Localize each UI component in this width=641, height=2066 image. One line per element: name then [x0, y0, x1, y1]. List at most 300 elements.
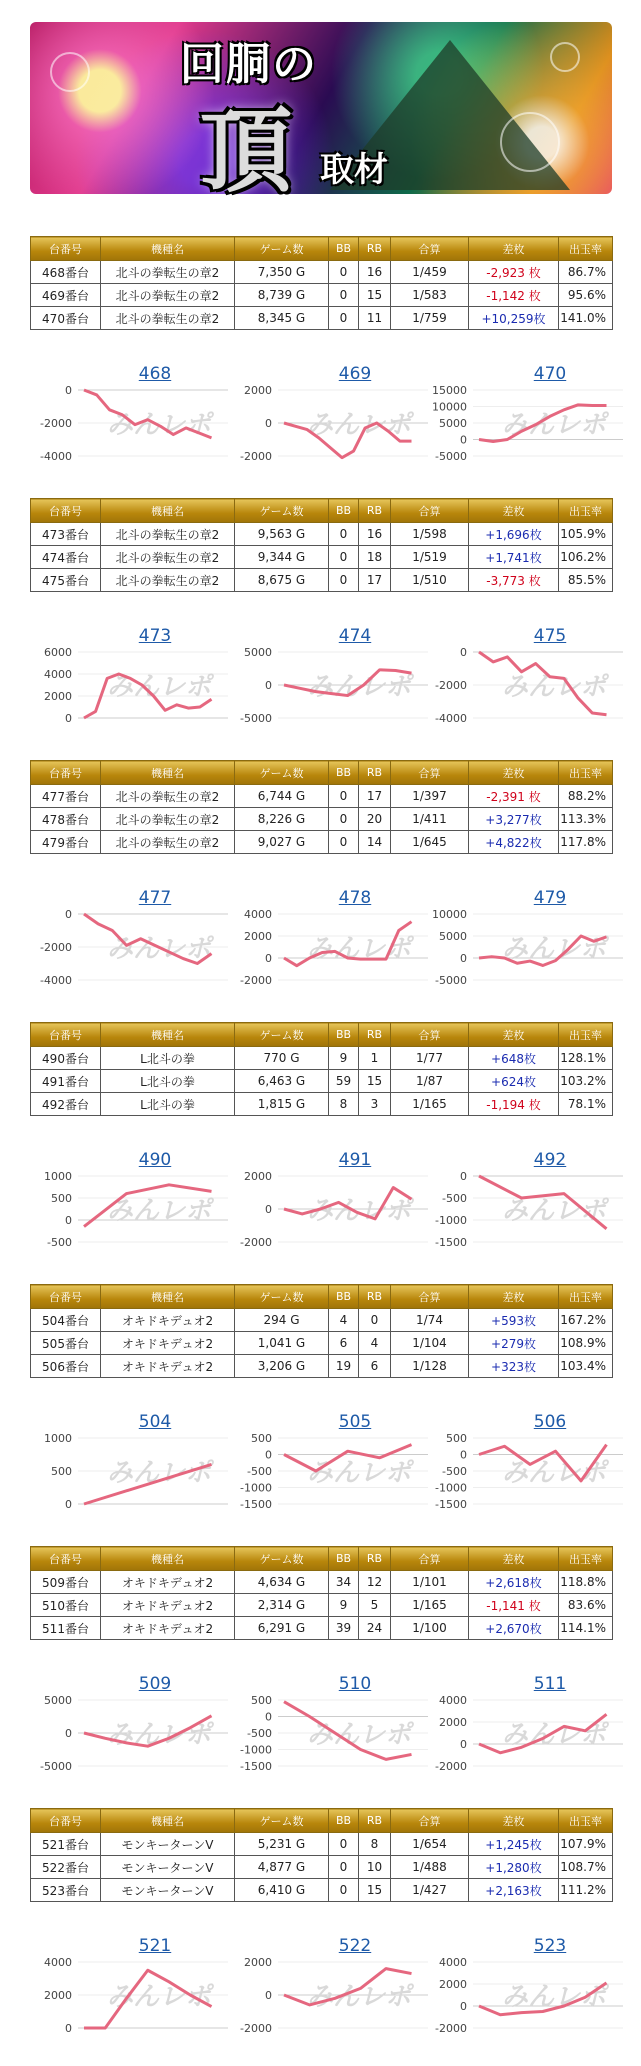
regular-bonus-count: 15	[359, 1070, 391, 1093]
banner-title: 回胴の	[180, 39, 318, 90]
chart-title-link[interactable]: 511	[533, 1674, 567, 1694]
machine-name: 北斗の拳転生の章2	[101, 569, 235, 592]
coin-difference: +2,618枚	[469, 1571, 559, 1594]
chart-title-link[interactable]: 479	[533, 888, 567, 908]
combined-rate: 1/583	[391, 284, 469, 307]
machine-number: 511番台	[31, 1617, 101, 1640]
banner-main-kanji: 頂	[200, 97, 293, 205]
game-count: 1,041 G	[235, 1332, 329, 1355]
machine-data-table	[30, 1546, 613, 1640]
machine-name: オキドキデュオ2	[101, 1594, 235, 1617]
column-header: 台番号	[31, 237, 101, 261]
banner-bubble	[500, 112, 560, 172]
column-header: ゲーム数	[235, 499, 329, 523]
machine-number: 504番台	[31, 1309, 101, 1332]
game-count: 6,463 G	[235, 1070, 329, 1093]
machine-name: オキドキデュオ2	[101, 1571, 235, 1594]
chart-title-link[interactable]: 468	[138, 364, 172, 384]
payout-rate: 83.6%	[559, 1594, 613, 1617]
big-bonus-count: 0	[329, 785, 359, 808]
y-tick-label: -4000	[40, 450, 72, 463]
machine-number: 505番台	[31, 1332, 101, 1355]
coin-difference: -1,142 枚	[469, 284, 559, 307]
column-header: RB	[359, 761, 391, 785]
table-header-row	[31, 237, 613, 261]
machine-name: 北斗の拳転生の章2	[101, 546, 235, 569]
banner-bubble	[50, 52, 90, 92]
coin-difference: -2,923 枚	[469, 261, 559, 284]
chart-plot	[30, 888, 235, 1018]
watermark-logo: みんレポ	[306, 410, 412, 440]
chart-plot	[30, 1674, 235, 1804]
chart-title-link[interactable]: 470	[533, 364, 567, 384]
chart-title-link[interactable]: 510	[338, 1674, 372, 1694]
game-count: 4,877 G	[235, 1856, 329, 1879]
y-tick-label: 500	[446, 1432, 467, 1445]
chart-plot	[230, 888, 435, 1018]
game-count: 6,744 G	[235, 785, 329, 808]
combined-rate: 1/100	[391, 1617, 469, 1640]
coin-difference: +323枚	[469, 1355, 559, 1378]
y-tick-label: -5000	[435, 974, 467, 987]
regular-bonus-count: 17	[359, 785, 391, 808]
payout-rate: 86.7%	[559, 261, 613, 284]
chart-plot	[30, 364, 235, 494]
chart-plot	[230, 626, 435, 756]
regular-bonus-count: 4	[359, 1332, 391, 1355]
chart-plot	[425, 364, 630, 494]
coin-difference: +10,259枚	[469, 307, 559, 330]
watermark-logo: みんレポ	[106, 1196, 212, 1226]
watermark-logo: みんレポ	[106, 1982, 212, 2012]
chart-title-link[interactable]: 473	[138, 626, 172, 646]
watermark-logo: みんレポ	[306, 1458, 412, 1488]
chart-title-link[interactable]: 521	[138, 1936, 172, 1956]
coin-difference-chart	[230, 364, 430, 494]
y-tick-label: 2000	[44, 1989, 72, 2002]
watermark-logo: みんレポ	[106, 1720, 212, 1750]
machine-number: 510番台	[31, 1594, 101, 1617]
column-header: ゲーム数	[235, 1023, 329, 1047]
watermark-logo: みんレポ	[106, 410, 212, 440]
y-tick-label: 2000	[244, 1170, 272, 1183]
table-header-row	[31, 1547, 613, 1571]
y-tick-label: 500	[51, 1192, 72, 1205]
combined-rate: 1/397	[391, 785, 469, 808]
big-bonus-count: 0	[329, 808, 359, 831]
column-header: 出玉率	[559, 1809, 613, 1833]
column-header: 出玉率	[559, 1285, 613, 1309]
y-tick-label: 5000	[44, 1694, 72, 1707]
game-count: 8,675 G	[235, 569, 329, 592]
regular-bonus-count: 3	[359, 1093, 391, 1116]
column-header: BB	[329, 1547, 359, 1571]
payout-rate: 85.5%	[559, 569, 613, 592]
column-header: 合算	[391, 1285, 469, 1309]
chart-title-link[interactable]: 469	[338, 364, 372, 384]
machine-number: 491番台	[31, 1070, 101, 1093]
watermark-logo: みんレポ	[306, 672, 412, 702]
column-header: RB	[359, 499, 391, 523]
column-header: 合算	[391, 761, 469, 785]
payout-rate: 95.6%	[559, 284, 613, 307]
y-tick-label: -1000	[240, 1743, 272, 1757]
combined-rate: 1/165	[391, 1093, 469, 1116]
banner-bubble	[550, 42, 580, 72]
payout-rate: 107.9%	[559, 1833, 613, 1856]
chart-plot	[425, 1150, 630, 1280]
machine-data-table	[30, 236, 613, 330]
big-bonus-count: 9	[329, 1047, 359, 1070]
column-header: 機種名	[101, 1023, 235, 1047]
regular-bonus-count: 12	[359, 1571, 391, 1594]
machine-name: L北斗の拳	[101, 1070, 235, 1093]
watermark-logo: みんレポ	[501, 410, 607, 440]
machine-number: 479番台	[31, 831, 101, 854]
coin-difference-chart	[230, 626, 430, 756]
big-bonus-count: 0	[329, 1833, 359, 1856]
table-row	[31, 1833, 613, 1856]
watermark-logo: みんレポ	[306, 934, 412, 964]
y-tick-label: -500	[442, 1465, 467, 1478]
table-row	[31, 1309, 613, 1332]
coin-difference: -3,773 枚	[469, 569, 559, 592]
game-count: 3,206 G	[235, 1355, 329, 1378]
y-tick-label: -2000	[240, 974, 272, 987]
chart-title-link[interactable]: 509	[138, 1674, 172, 1694]
machine-name: オキドキデュオ2	[101, 1617, 235, 1640]
chart-plot	[425, 1936, 630, 2066]
payout-rate: 128.1%	[559, 1047, 613, 1070]
regular-bonus-count: 6	[359, 1355, 391, 1378]
y-tick-label: 4000	[244, 908, 272, 921]
big-bonus-count: 19	[329, 1355, 359, 1378]
big-bonus-count: 0	[329, 569, 359, 592]
coin-difference: +1,696枚	[469, 523, 559, 546]
machine-name: オキドキデュオ2	[101, 1309, 235, 1332]
column-header: 台番号	[31, 499, 101, 523]
coin-difference: +279枚	[469, 1332, 559, 1355]
y-tick-label: 4000	[439, 1694, 467, 1707]
machine-number: 492番台	[31, 1093, 101, 1116]
y-tick-label: -2000	[435, 679, 467, 692]
combined-rate: 1/759	[391, 307, 469, 330]
machine-number: 523番台	[31, 1879, 101, 1902]
coin-difference-chart	[230, 888, 430, 1018]
chart-title-link[interactable]: 505	[338, 1412, 372, 1432]
table-row	[31, 1332, 613, 1355]
coin-difference-chart	[30, 1936, 230, 2066]
y-tick-label: -2000	[40, 941, 72, 954]
coin-difference: +2,163枚	[469, 1879, 559, 1902]
table-row	[31, 307, 613, 330]
table-row	[31, 1571, 613, 1594]
y-tick-label: -500	[247, 1465, 272, 1478]
big-bonus-count: 4	[329, 1309, 359, 1332]
regular-bonus-count: 16	[359, 523, 391, 546]
machine-name: モンキーターンV	[101, 1833, 235, 1856]
y-tick-label: 0	[265, 1710, 272, 1724]
column-header: RB	[359, 1809, 391, 1833]
table-row	[31, 1879, 613, 1902]
y-tick-label: 0	[265, 952, 272, 965]
y-tick-label: 0	[65, 908, 72, 921]
y-tick-label: -1500	[240, 1760, 272, 1773]
machine-number: 477番台	[31, 785, 101, 808]
column-header: ゲーム数	[235, 761, 329, 785]
combined-rate: 1/645	[391, 831, 469, 854]
column-header: 出玉率	[559, 237, 613, 261]
banner-reading: いただき	[258, 203, 290, 212]
big-bonus-count: 0	[329, 1856, 359, 1879]
y-tick-label: 5000	[244, 646, 272, 659]
machine-name: 北斗の拳転生の章2	[101, 808, 235, 831]
chart-title-link[interactable]: 478	[338, 888, 372, 908]
column-header: 機種名	[101, 1809, 235, 1833]
chart-title-link[interactable]: 523	[533, 1936, 567, 1956]
column-header: 機種名	[101, 237, 235, 261]
machine-number: 475番台	[31, 569, 101, 592]
column-header: 台番号	[31, 1023, 101, 1047]
regular-bonus-count: 8	[359, 1833, 391, 1856]
coin-difference-chart	[425, 1412, 625, 1542]
y-tick-label: 0	[65, 1727, 72, 1740]
column-header: BB	[329, 761, 359, 785]
column-header: ゲーム数	[235, 1809, 329, 1833]
payout-rate: 141.0%	[559, 307, 613, 330]
y-tick-label: 0	[460, 1448, 467, 1462]
y-tick-label: 0	[460, 2000, 467, 2013]
machine-name: モンキーターンV	[101, 1856, 235, 1879]
table-row	[31, 808, 613, 831]
column-header: 差枚	[469, 761, 559, 785]
machine-name: モンキーターンV	[101, 1879, 235, 1902]
payout-rate: 113.3%	[559, 808, 613, 831]
table-row	[31, 523, 613, 546]
regular-bonus-count: 11	[359, 307, 391, 330]
machine-name: 北斗の拳転生の章2	[101, 261, 235, 284]
machine-name: 北斗の拳転生の章2	[101, 785, 235, 808]
y-tick-label: -500	[247, 1727, 272, 1740]
y-tick-label: -5000	[435, 450, 467, 463]
payout-rate: 118.8%	[559, 1571, 613, 1594]
big-bonus-count: 6	[329, 1332, 359, 1355]
game-count: 4,634 G	[235, 1571, 329, 1594]
banner-subtitle: 取材	[320, 150, 388, 190]
combined-rate: 1/510	[391, 569, 469, 592]
column-header: 差枚	[469, 237, 559, 261]
game-count: 5,231 G	[235, 1833, 329, 1856]
payout-rate: 103.2%	[559, 1070, 613, 1093]
y-tick-label: 0	[265, 679, 272, 692]
coin-difference-chart	[230, 1150, 430, 1280]
y-tick-label: -1500	[435, 1498, 467, 1511]
y-tick-label: 2000	[244, 930, 272, 943]
table-header-row	[31, 1809, 613, 1833]
table-header-row	[31, 499, 613, 523]
machine-number: 522番台	[31, 1856, 101, 1879]
y-tick-label: -2000	[240, 450, 272, 463]
regular-bonus-count: 24	[359, 1617, 391, 1640]
combined-rate: 1/598	[391, 523, 469, 546]
table-row	[31, 261, 613, 284]
y-tick-label: 0	[460, 433, 467, 447]
chart-plot	[230, 1412, 435, 1542]
coin-difference-chart	[30, 1674, 230, 1804]
big-bonus-count: 0	[329, 523, 359, 546]
y-tick-label: -4000	[40, 974, 72, 987]
big-bonus-count: 0	[329, 284, 359, 307]
table-row	[31, 1594, 613, 1617]
chart-title-link[interactable]: 492	[533, 1150, 567, 1170]
big-bonus-count: 59	[329, 1070, 359, 1093]
table-row	[31, 284, 613, 307]
chart-plot	[230, 1674, 435, 1804]
chart-title-link[interactable]: 475	[533, 626, 567, 646]
chart-title-link[interactable]: 504	[138, 1412, 172, 1432]
combined-rate: 1/459	[391, 261, 469, 284]
game-count: 9,563 G	[235, 523, 329, 546]
big-bonus-count: 34	[329, 1571, 359, 1594]
game-count: 770 G	[235, 1047, 329, 1070]
regular-bonus-count: 0	[359, 1309, 391, 1332]
column-header: 機種名	[101, 499, 235, 523]
machine-name: 北斗の拳転生の章2	[101, 831, 235, 854]
big-bonus-count: 0	[329, 831, 359, 854]
y-tick-label: 1000	[44, 1432, 72, 1445]
y-tick-label: 0	[265, 1203, 272, 1216]
y-tick-label: -500	[442, 1192, 467, 1205]
regular-bonus-count: 15	[359, 1879, 391, 1902]
watermark-logo: みんレポ	[501, 1196, 607, 1226]
combined-rate: 1/654	[391, 1833, 469, 1856]
y-tick-label: 0	[65, 2022, 72, 2035]
regular-bonus-count: 17	[359, 569, 391, 592]
combined-rate: 1/488	[391, 1856, 469, 1879]
chart-title-link[interactable]: 491	[338, 1150, 372, 1170]
column-header: 合算	[391, 1023, 469, 1047]
y-tick-label: -5000	[40, 1760, 72, 1773]
y-tick-label: 500	[251, 1432, 272, 1445]
column-header: 出玉率	[559, 1023, 613, 1047]
column-header: RB	[359, 237, 391, 261]
coin-difference: +1,741枚	[469, 546, 559, 569]
coin-difference-chart	[425, 888, 625, 1018]
coin-difference-chart	[425, 626, 625, 756]
combined-rate: 1/128	[391, 1355, 469, 1378]
y-tick-label: 2000	[439, 1978, 467, 1991]
y-tick-label: -2000	[435, 2022, 467, 2035]
watermark-logo: みんレポ	[501, 934, 607, 964]
game-count: 9,027 G	[235, 831, 329, 854]
table-row	[31, 831, 613, 854]
big-bonus-count: 39	[329, 1617, 359, 1640]
machine-number: 473番台	[31, 523, 101, 546]
regular-bonus-count: 18	[359, 546, 391, 569]
column-header: 台番号	[31, 1809, 101, 1833]
table-row	[31, 546, 613, 569]
table-row	[31, 1617, 613, 1640]
machine-name: L北斗の拳	[101, 1047, 235, 1070]
combined-rate: 1/427	[391, 1879, 469, 1902]
table-row	[31, 1355, 613, 1378]
y-tick-label: 0	[65, 1498, 72, 1511]
y-tick-label: -2000	[240, 1236, 272, 1249]
y-tick-label: 0	[65, 384, 72, 397]
chart-title-link[interactable]: 474	[338, 626, 372, 646]
coin-difference-chart	[425, 1674, 625, 1804]
payout-rate: 78.1%	[559, 1093, 613, 1116]
chart-plot	[425, 888, 630, 1018]
y-tick-label: 0	[265, 417, 272, 430]
machine-number: 468番台	[31, 261, 101, 284]
game-count: 9,344 G	[235, 546, 329, 569]
combined-rate: 1/411	[391, 808, 469, 831]
chart-plot	[230, 1150, 435, 1280]
y-tick-label: -1500	[435, 1236, 467, 1249]
column-header: 差枚	[469, 1547, 559, 1571]
coin-difference: -1,194 枚	[469, 1093, 559, 1116]
y-tick-label: 5000	[439, 930, 467, 943]
column-header: BB	[329, 1023, 359, 1047]
chart-plot	[30, 626, 235, 756]
combined-rate: 1/74	[391, 1309, 469, 1332]
game-count: 2,314 G	[235, 1594, 329, 1617]
machine-name: 北斗の拳転生の章2	[101, 523, 235, 546]
y-tick-label: -1000	[435, 1481, 467, 1495]
y-tick-label: 0	[265, 1448, 272, 1462]
column-header: RB	[359, 1285, 391, 1309]
coin-difference-chart	[30, 364, 230, 494]
machine-number: 509番台	[31, 1571, 101, 1594]
chart-plot	[425, 1412, 630, 1542]
chart-plot	[30, 1412, 235, 1542]
column-header: 台番号	[31, 1285, 101, 1309]
payout-rate: 167.2%	[559, 1309, 613, 1332]
payout-rate: 108.7%	[559, 1856, 613, 1879]
y-tick-label: 0	[460, 1170, 467, 1183]
chart-title-link[interactable]: 522	[338, 1936, 372, 1956]
chart-title-link[interactable]: 477	[138, 888, 172, 908]
y-tick-label: 0	[460, 646, 467, 659]
regular-bonus-count: 1	[359, 1047, 391, 1070]
coin-difference: -1,141 枚	[469, 1594, 559, 1617]
chart-plot	[230, 364, 435, 494]
coin-difference: +1,245枚	[469, 1833, 559, 1856]
y-tick-label: 4000	[44, 1956, 72, 1969]
y-tick-label: 2000	[44, 690, 72, 703]
y-tick-label: 10000	[432, 400, 467, 414]
column-header: RB	[359, 1547, 391, 1571]
column-header: 合算	[391, 499, 469, 523]
chart-title-link[interactable]: 490	[138, 1150, 172, 1170]
chart-plot	[425, 626, 630, 756]
coin-difference-chart	[230, 1936, 430, 2066]
payout-rate: 114.1%	[559, 1617, 613, 1640]
machine-name: オキドキデュオ2	[101, 1332, 235, 1355]
table-row	[31, 1856, 613, 1879]
coin-difference-chart	[230, 1412, 430, 1542]
column-header: 機種名	[101, 1547, 235, 1571]
y-tick-label: 10000	[432, 908, 467, 921]
chart-title-link[interactable]: 506	[533, 1412, 567, 1432]
table-header-row	[31, 1023, 613, 1047]
regular-bonus-count: 16	[359, 261, 391, 284]
big-bonus-count: 0	[329, 546, 359, 569]
column-header: RB	[359, 1023, 391, 1047]
coin-difference: +593枚	[469, 1309, 559, 1332]
y-tick-label: -5000	[240, 712, 272, 725]
